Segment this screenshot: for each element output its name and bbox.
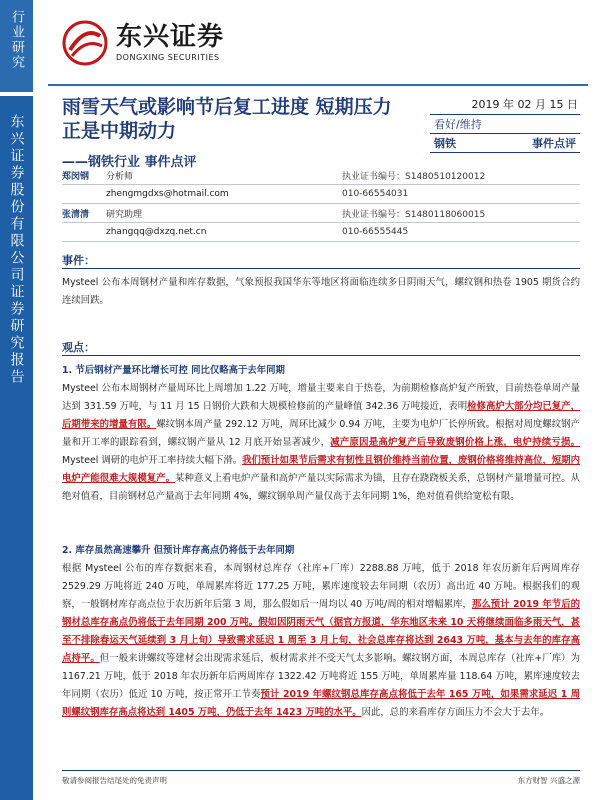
s1-highlight-3: 我们预计如果节后需求有韧性且钢价维持当前位置，废钢价格将维持高位，短期内电炉产能很难大规模复产。 <box>62 455 580 484</box>
analyst-row <box>62 166 580 185</box>
event-heading: 事件： <box>62 254 95 267</box>
views-heading: 观点： <box>62 341 95 354</box>
header-divider <box>48 84 588 86</box>
report-type-label: 事件点评 <box>532 137 576 150</box>
logo-cn: 东兴证券 <box>116 22 225 52</box>
page-footer <box>62 770 580 786</box>
analyst-email[interactable]: zhengmgdxs@hotmail.com <box>106 189 229 199</box>
license-label: 执业证书编号： <box>342 209 406 220</box>
s2-text-b: 但一般来讲螺纹等建材会出现需求延后，板材需求并不受天气太多影响。螺纹钢方面，本周总库存（社库+厂库）为 1167.21 万吨，低于 2018 年农历新年后两周库存 1322.42 万吨将近 155 万吨，单周累库量 118.64 万吨，累库速度较去年同期（农历）低近 10 万吨，按正常开工节奏 <box>62 653 580 700</box>
s1-text-b: 螺纹钢本周产量 292.12 万吨，周环比减少 0.94 万吨，主要为电炉厂长停所致。根据对周度螺纹钢产量和开工率的跟踪看到，螺纹钢产量从 12 月底开始显著减少， <box>62 419 580 448</box>
analyst-role: 分析师 <box>106 171 134 182</box>
s2-highlight-2: 预计 2019 年螺纹钢总库存高点将低于去年 165 万吨，如果需求延迟 1 周则螺纹钢库存高点将达到 1405 万吨，仍低于去年 1423 万吨的水平。 <box>62 689 580 718</box>
analyst-role: 研究助理 <box>106 209 143 220</box>
section-1-body <box>62 380 580 506</box>
disclaimer-note: 敬请参阅报告结尾处的免责声明 <box>62 776 167 785</box>
s2-text-a: 根据 Mysteel 公布的库存数据来看，本周钢材总库存（社库+厂库）2288.88 万吨，低于 2018 年农历新年后两周库存 2529.29 万吨将近 240 万吨，单周累库将近 177.25 万吨，累库速度较去年同期（农历）高出近 40 万吨。根据我们的观察，一般钢材库存高点位于农历新年后第 3 周，那么假如后一周均以 40 万吨/周的相对增幅累库， <box>62 563 580 610</box>
analyst-row <box>62 204 580 223</box>
event-text: Mysteel 公布本周钢材产量和库存数据，气象预报我国华东等地区将面临连续多日阴雨天气，螺纹钢和热卷 1905 期货合约连续回跌。 <box>62 277 580 306</box>
sector-label: 钢铁 <box>434 137 456 150</box>
s1-text-d: 某种意义上看电炉产量和高炉产量以实际需求为锚，且存在跷跷板关系，总钢材产量增量可控。从绝对值看，目前钢材总产量高于去年同期 4%，螺纹钢单周产量仅高于去年同期 1%，绝对值看供给宽松有限。 <box>62 473 580 502</box>
analyst-name: 郑闵钢 <box>62 171 90 182</box>
s1-text-a: Mysteel 公布本周钢材产量周环比上周增加 1.22 万吨，增量主要来自于热卷，为前期检修高炉复产所致，目前热卷单周产量达到 331.59 万吨，与 11 月 15 日钢价大跌和大规模检修前的产量峰值 342.36 万吨接近，表明 <box>62 383 580 412</box>
report-info-box <box>430 96 580 153</box>
report-date: 2019 年 02 月 15 日 <box>430 96 580 115</box>
logo-en: DONGXING SECURITIES <box>116 53 220 62</box>
analyst-contact-row <box>62 185 580 204</box>
analyst-contact-row <box>62 223 580 242</box>
analyst-phone: 010-66555445 <box>342 227 409 237</box>
s1-highlight-1: 检修高炉大部分均已复产，后期带来的增量有限。 <box>62 401 580 430</box>
sidebar-category <box>0 0 33 92</box>
sidebar-firm <box>0 96 33 800</box>
event-divider <box>62 268 580 269</box>
license-label: 执业证书编号： <box>342 171 406 182</box>
s2-text-c: 因此，总的来看库存方面压力不会大于去年。 <box>361 707 550 718</box>
analyst-table <box>62 166 580 242</box>
s1-highlight-2: 减产原因是高炉复产后导致废钢价格上涨，电炉持续亏损。 <box>330 437 580 448</box>
s2-highlight-1: 那么预计 2019 年节后的钢材总库存高点仍将低于去年同期 200 万吨。假如因阴雨天气（据官方报道，华东地区未来 10 天将继续面临多雨天气，甚至不排除春运天气延续到 3 月上旬）导致需求延迟 1 周至 3 月上旬，社会总库存将达到 2643 万吨，基本与去年的库存高点持平。 <box>62 599 580 664</box>
dongxing-logo-icon <box>62 20 108 66</box>
rating: 看好/维持 <box>434 118 482 131</box>
analyst-name: 张清清 <box>62 209 90 220</box>
analyst-phone: 010-66554031 <box>342 189 409 199</box>
section-1-title: 1. 节后钢材产量环比增长可控 同比仅略高于去年同期 <box>62 365 285 376</box>
license-number: S1480118060015 <box>405 209 486 220</box>
section-2-body <box>62 560 580 722</box>
sidebar <box>0 0 33 800</box>
report-title: 雨雪天气或影响节后复工进度 短期压力正是中期动力 <box>62 96 392 142</box>
category-label: 行业研究 <box>9 10 24 70</box>
s1-text-c: Mysteel 调研的电炉开工率持续大幅下滑。 <box>62 455 243 466</box>
company-logo <box>62 20 224 66</box>
report-subtitle: ——钢铁行业 事件点评 <box>62 155 197 170</box>
analyst-email[interactable]: zhangqq@dxzq.net.cn <box>106 227 207 237</box>
firm-report-label: 东兴证券股份有限公司证券研究报告 <box>8 114 25 386</box>
footer-slogan: 东方财智 兴盛之源 <box>517 776 580 785</box>
section-2-title: 2. 库存虽然高速攀升 但预计库存高点仍将低于去年同期 <box>62 545 295 556</box>
license-number: S1480510120012 <box>405 171 486 182</box>
views-divider <box>62 355 580 356</box>
